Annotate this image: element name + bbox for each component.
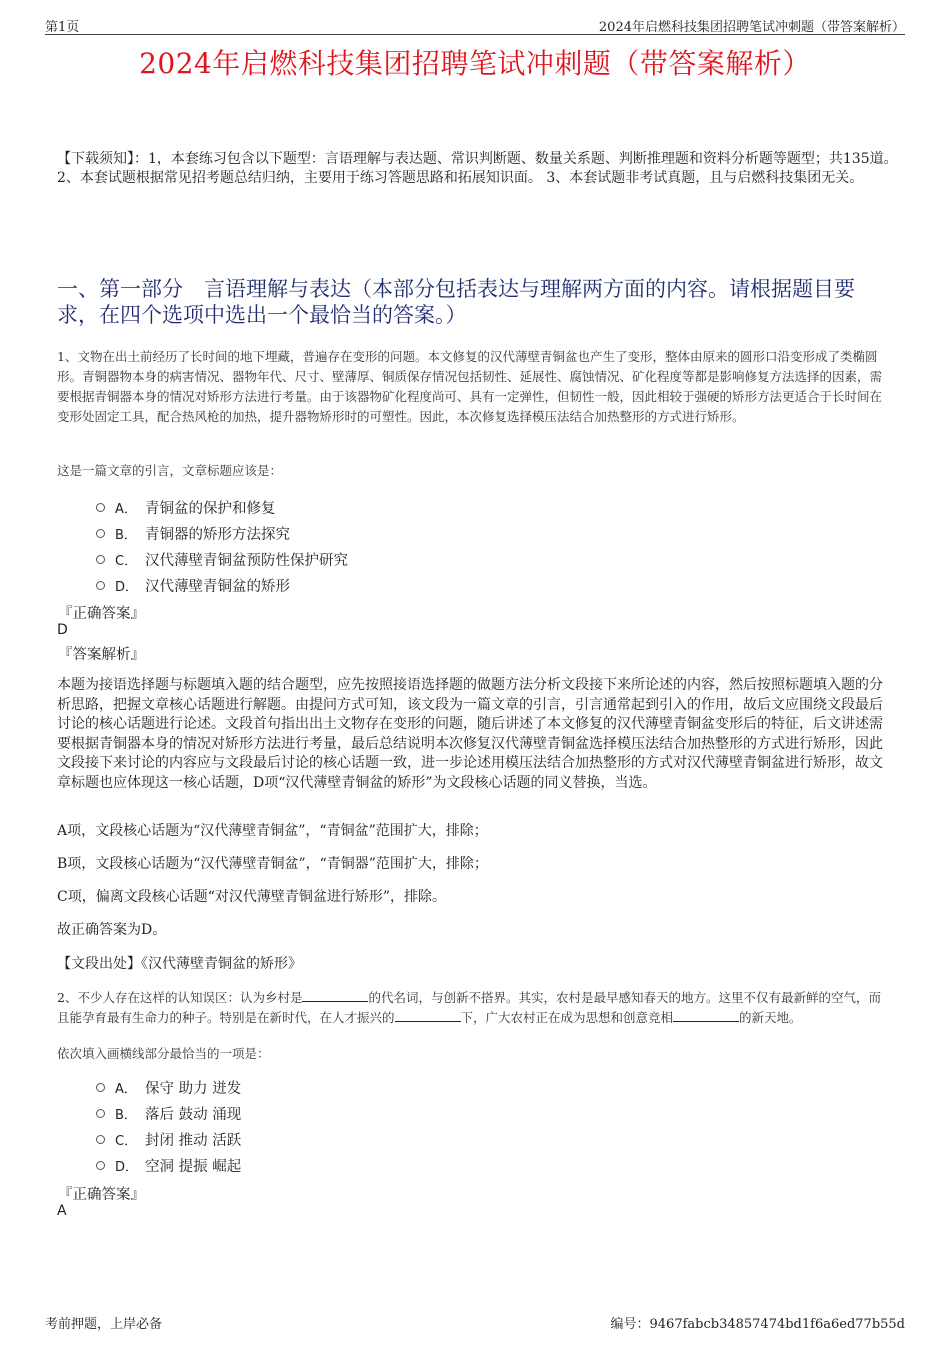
question-2-prompt: 依次填入画横线部分最恰当的一项是： — [57, 1046, 270, 1061]
question-2-option-a[interactable]: A． 保守 助力 迸发 — [96, 1074, 241, 1100]
question-1-option-b[interactable]: B． 青铜器的矫形方法探究 — [96, 520, 348, 546]
fill-blank[interactable] — [302, 989, 368, 1002]
question-1-options — [96, 494, 348, 598]
question-1-source: 【文段出处】《汉代薄壁青铜盆的矫形》 — [57, 956, 302, 972]
radio-icon[interactable] — [96, 1109, 105, 1118]
page-header — [45, 14, 905, 35]
radio-icon[interactable] — [96, 1161, 105, 1170]
footer-serial: 编号：9467fabcb34857474bd1f6a6ed77b55d — [610, 1317, 905, 1332]
question-2-text: 2、不少人存在这样的认知误区：认为乡村是 的代名词，与创新不搭界。其实，农村是最早感知春天的地方。这里不仅有最新鲜的空气，而且能孕育最有生命力的种子。特别是在新时代，在人才振兴的 下，广大农村正在成为思想和创意竞相 的新天地。 — [57, 990, 881, 1025]
radio-icon[interactable] — [96, 503, 105, 512]
page-number: 第1页 — [45, 20, 80, 35]
radio-icon[interactable] — [96, 1083, 105, 1092]
question-1-analysis-b: B项，文段核心话题为“汉代薄壁青铜盆”，“青铜器”范围扩大，排除； — [57, 856, 488, 872]
question-2-answer-label: 『正确答案』 — [58, 1187, 145, 1203]
question-1-option-c[interactable]: C． 汉代薄壁青铜盆预防性保护研究 — [96, 546, 348, 572]
question-1-analysis-c: C项，偏离文段核心话题“对汉代薄壁青铜盆进行矫形”，排除。 — [57, 889, 447, 905]
question-1-analysis-label: 『答案解析』 — [58, 647, 145, 663]
question-2-option-d[interactable]: D． 空洞 提振 崛起 — [96, 1152, 241, 1178]
question-1-answer: D — [57, 622, 68, 638]
download-notice: 【下载须知】：1，本套练习包含以下题型：言语理解与表达题、常识判断题、数量关系题、判断推理题和资料分析题等题型；共135道。 2、本套试题根据常见招考题总结归纳，主要用于练习答题思路和拓展知识面。 3、本套试题非考试真题，且与启燃科技集团无关。 — [57, 151, 898, 186]
question-2-options — [96, 1074, 241, 1178]
radio-icon[interactable] — [96, 1135, 105, 1144]
question-1-answer-label: 『正确答案』 — [58, 606, 145, 622]
question-1-analysis-a: A项，文段核心话题为“汉代薄壁青铜盆”，“青铜盆”范围扩大，排除； — [57, 823, 488, 839]
question-2-answer: A — [57, 1203, 67, 1219]
fill-blank[interactable] — [395, 1009, 461, 1022]
document-title: 2024年启燃科技集团招聘笔试冲刺题（带答案解析） — [139, 47, 811, 80]
radio-icon[interactable] — [96, 529, 105, 538]
question-2-option-c[interactable]: C． 封闭 推动 活跃 — [96, 1126, 241, 1152]
section-title: 一、第一部分 言语理解与表达（本部分包括表达与理解两方面的内容。请根据题目要求，在四个选项中选出一个最恰当的答案。） — [57, 277, 855, 327]
question-1-conclusion: 故正确答案为D。 — [57, 922, 167, 938]
header-title: 2024年启燃科技集团招聘笔试冲刺题（带答案解析） — [598, 20, 905, 35]
question-1-text: 1、文物在出土前经历了长时间的地下埋藏，普遍存在变形的问题。本文修复的汉代薄壁青铜盆也产生了变形，整体由原来的圆形口沿变形成了类椭圆形。青铜器物本身的病害情况、器物年代、尺寸、壁薄厚、铜质保存情况包括韧性、延展性、腐蚀情况、矿化程度等都是影响修复方法选择的因素，需要根据青铜器本身的情况对矫形方法进行考量。由于该器物矿化程度尚可、具有一定弹性，但韧性一般，因此相较于强硬的矫形方法更适合于长时间在变形处固定工具，配合热风枪的加热，提升器物矫形时的可塑性。因此，本次修复选择模压法结合加热整形的方式进行矫形。 — [57, 349, 883, 424]
question-1-option-d[interactable]: D． 汉代薄壁青铜盆的矫形 — [96, 572, 348, 598]
footer-slogan: 考前押题，上岸必备 — [45, 1317, 163, 1332]
radio-icon[interactable] — [96, 581, 105, 590]
question-2-option-b[interactable]: B． 落后 鼓动 涌现 — [96, 1100, 241, 1126]
radio-icon[interactable] — [96, 555, 105, 564]
fill-blank[interactable] — [673, 1009, 739, 1022]
question-1-analysis: 本题为接语选择题与标题填入题的结合题型，应先按照接语选择题的做题方法分析文段接下来所论述的内容，然后按照标题填入题的分析思路，把握文章核心话题进行解题。由提问方式可知，该文段为一篇文章的引言，引言通常起到引入的作用，故后文应围绕文段最后讨论的核心话题进行论述。文段首句指出出土文物存在变形的问题，随后讲述了本文修复的汉代薄壁青铜盆变形后的特征，后文讲述需要根据青铜器本身的情况对矫形方法进行考量，最后总结说明本次修复汉代薄壁青铜盆选择模压法结合加热整形的方式进行矫形，因此文段接下来讨论的内容应与文段最后讨论的核心话题一致，进一步论述用模压法结合加热整形的方式对汉代薄壁青铜盆进行矫形，故文章标题也应体现这一核心话题，D项“汉代薄壁青铜盆的矫形”为文段核心话题的同义替换，当选。 — [57, 677, 883, 791]
question-1-option-a[interactable]: A． 青铜盆的保护和修复 — [96, 494, 348, 520]
question-1-prompt: 这是一篇文章的引言，文章标题应该是： — [57, 463, 283, 478]
